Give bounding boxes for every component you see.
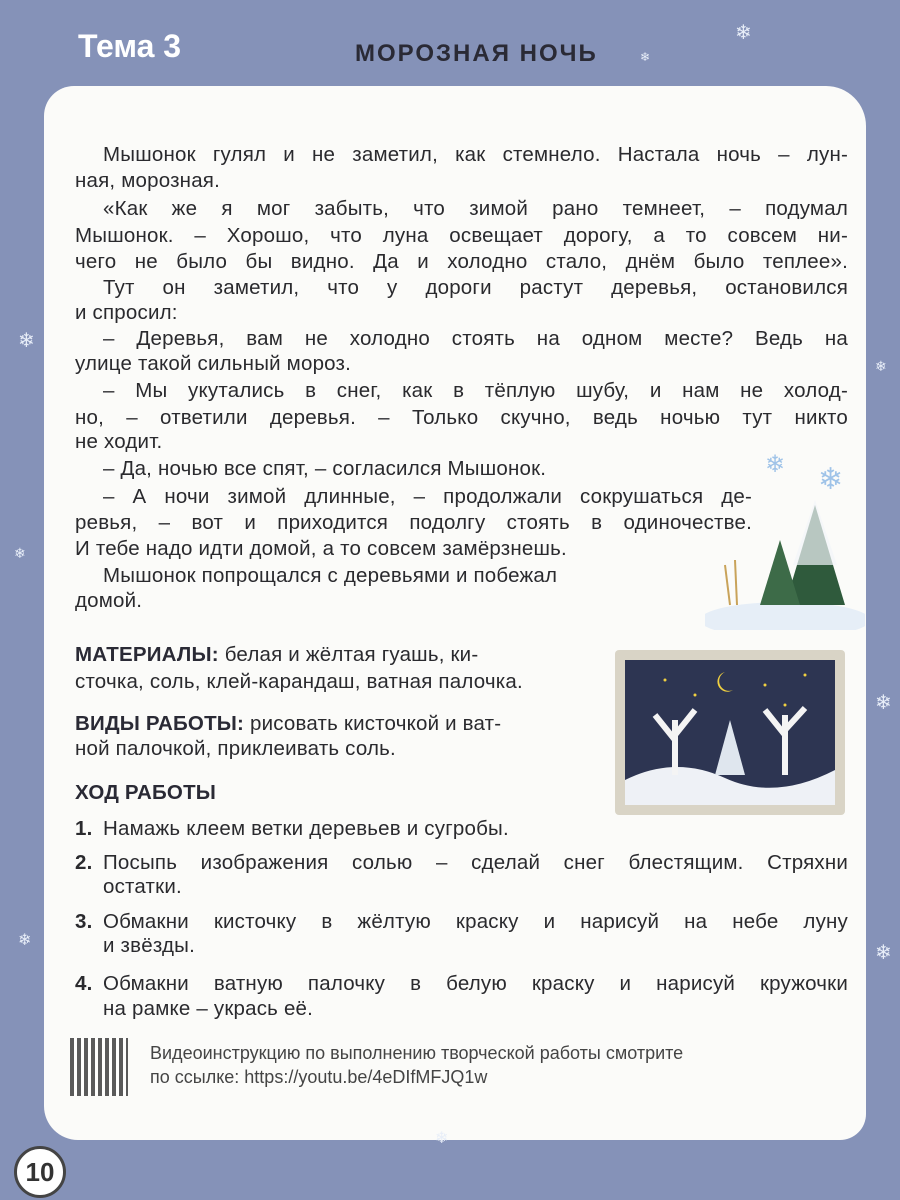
snowflake-icon: ❄ xyxy=(875,358,887,374)
story-line: ревья, – вот и приходится подолгу стоять в одиночестве. xyxy=(75,511,752,534)
snowy-trees-illustration xyxy=(705,455,865,630)
story-line: Тут он заметил, что у дороги растут деревья, остановился xyxy=(103,276,848,299)
snowflake-icon: ❄ xyxy=(14,545,26,561)
step-item: 2. Посыпь изображения солью – сделай снег блестящим. Стряхни xyxy=(75,851,848,874)
materials: МАТЕРИАЛЫ: белая и жёлтая гуашь, ки- xyxy=(75,643,479,666)
qr-code[interactable] xyxy=(70,1038,128,1096)
snowflake-icon: ❄ xyxy=(818,463,844,496)
steps-title: ХОД РАБОТЫ xyxy=(75,781,217,804)
snowflake-icon: ❄ xyxy=(735,22,752,44)
materials-continued: сточка, соль, клей-карандаш, ватная палочка. xyxy=(75,670,523,693)
step-item-continued: на рамке – укрась её. xyxy=(103,997,314,1020)
step-item: 4. Обмакни ватную палочку в белую краску и нарисуй кружочки xyxy=(75,972,848,995)
story-line: но, – ответили деревья. – Только скучно, ведь ночью тут никто xyxy=(75,406,848,429)
story-line: улице такой сильный мороз. xyxy=(75,352,352,375)
step-item: 1. Намажь клеем ветки деревьев и сугробы. xyxy=(75,817,509,840)
story-line: не ходит. xyxy=(75,430,163,453)
story-line: – Да, ночью все спят, – согласился Мышонок. xyxy=(103,457,547,480)
snowflake-icon: ❄ xyxy=(765,451,786,478)
story-line: Мышонок. – Хорошо, что луна освещает дорогу, а то совсем ни- xyxy=(75,224,848,247)
page-title: МОРОЗНАЯ НОЧЬ xyxy=(355,40,598,67)
story-line: И тебе надо идти домой, а то совсем замёрзнешь. xyxy=(75,537,567,560)
craft-example-image xyxy=(615,650,845,815)
page-number: 10 xyxy=(14,1146,66,1198)
story-line: Мышонок гулял и не заметил, как стемнело. Настала ночь – лун- xyxy=(103,143,848,166)
work-types-continued: ной палочкой, приклеивать соль. xyxy=(75,737,396,760)
snowflake-icon: ❄ xyxy=(640,50,651,64)
work-types: ВИДЫ РАБОТЫ: рисовать кисточкой и ват- xyxy=(75,712,502,735)
snowflake-icon: ❄ xyxy=(18,330,35,352)
story-line: Мышонок попрощался с деревьями и побежал xyxy=(103,564,558,587)
snowflake-icon: ❄ xyxy=(875,692,892,714)
story-line: «Как же я мог забыть, что зимой рано темнеет, – подумал xyxy=(103,197,848,220)
story-line: ная, морозная. xyxy=(75,169,220,192)
step-item: 3. Обмакни кисточку в жёлтую краску и нарисуй на небе луну xyxy=(75,910,848,933)
snowflake-icon: ❄ xyxy=(435,1130,449,1147)
story-line: – Деревья, вам не холодно стоять на одном месте? Ведь на xyxy=(103,327,848,350)
theme-label: Тема 3 xyxy=(78,28,182,64)
story-line: домой. xyxy=(75,589,143,612)
story-line: – Мы укутались в снег, как в тёплую шубу, и нам не холод- xyxy=(103,379,848,402)
video-link[interactable]: по ссылке: https://youtu.be/4eDIfMFJQ1w xyxy=(150,1067,488,1087)
video-instruction-text: Видеоинструкцию по выполнению творческой работы смотрите xyxy=(150,1043,684,1063)
snowflake-icon: ❄ xyxy=(875,942,892,964)
story-line: чего не было бы видно. Да и холодно стало, днём было теплее». xyxy=(75,250,848,273)
step-item-continued: остатки. xyxy=(103,875,182,898)
story-line: и спросил: xyxy=(75,301,178,324)
snowflake-icon: ❄ xyxy=(18,932,32,949)
story-line: – А ночи зимой длинные, – продолжали сокрушаться де- xyxy=(103,485,752,508)
step-item-continued: и звёзды. xyxy=(103,934,195,957)
